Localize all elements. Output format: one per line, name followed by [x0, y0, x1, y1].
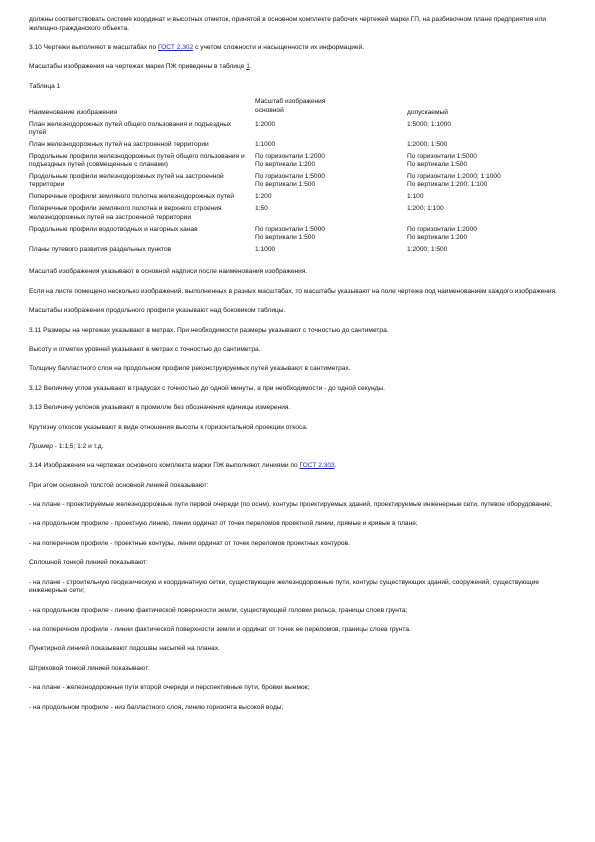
- clause-3-10-text: 3.10 Чертежи выполняют в масштабах по: [29, 43, 158, 51]
- row-allowed-scale-cell: По горизонтали 1:5000 По вертикали 1:500: [407, 152, 477, 169]
- table-header-row-1: [29, 98, 574, 106]
- gost-2-303-link[interactable]: ГОСТ 2.303: [299, 462, 335, 470]
- row-name-cell: Продольные профили железнодорожных путей общего пользования и подъездных путей (совмещенные с планами): [29, 152, 245, 169]
- scales-paragraph: [29, 63, 574, 72]
- row-name-cell: Продольные профили железнодорожных путей на застроенной территории: [29, 173, 224, 189]
- header-allowed: допускаемый: [407, 108, 448, 116]
- row-main-scale-cell: По горизонтали 1:5000 По вертикали 1:500: [255, 225, 325, 241]
- solid-thick-heading: При этом основной толстой основной линией показывают:: [29, 481, 209, 489]
- dotted-line-paragraph: Пунктирной линией показывают подошвы насыпей на планах.: [29, 645, 220, 653]
- example-paragraph: [29, 443, 574, 452]
- table-row: [29, 246, 574, 258]
- clause-3-14: [29, 462, 574, 471]
- example-text: - 1:1,5; 1:2 и т.д.: [52, 442, 104, 450]
- row-main-scale-cell: 1:1000: [255, 140, 276, 148]
- table-row: [29, 121, 574, 141]
- clause-3-11-ballast: Толщину балластного слоя на продольном профиле реконструируемых путей указывают в сантиметрах.: [29, 365, 351, 373]
- row-main-scale-cell: 1:200: [255, 193, 272, 201]
- clause-3-13: 3.13 Величину уклонов указывают в промилле без обозначения единицы измерения.: [29, 404, 291, 412]
- dashed-thin-item-profile: - на продольном профиле - низ балластного слоя, линию горизонта высокой воды;: [29, 703, 284, 711]
- table-row: [29, 141, 574, 153]
- solid-thick-item-plan: - на плане - проектируемые железнодорожные пути первой очереди (по оснм), контуры проектируемых зданий, проектируемые инженерные сети, путевое оборудование;: [29, 501, 552, 509]
- clause-3-11-heights: Высоту и отметки уровней указывают в метрах с точностью до сантиметра.: [29, 345, 261, 353]
- scales-text: Масштабы изображения на чертежах марки ПЖ приведены в таблице: [29, 63, 247, 71]
- header-scale-group: Масштаб изображения: [255, 98, 326, 106]
- row-allowed-scale-cell: 1:2000; 1:500: [407, 245, 448, 253]
- solid-thin-heading: Сплошной тонкой линией показывают:: [29, 559, 148, 567]
- table-row: [29, 205, 574, 225]
- solid-thick-item-profile: - на продольном профиле - проектную линию, линии ординат от точек переломов проектной линии, прямые и кривые в плане;: [29, 520, 418, 528]
- header-name: Наименование изображения: [29, 108, 117, 116]
- solid-thin-item-cross: - на поперечном профиле - линии фактической поверхности земли и ординат от точек ее переломов, границы слоев грунта.: [29, 626, 411, 633]
- after-table-3: Масштабы изображения продольного профиля указывают над боковиком таблицы.: [29, 307, 286, 315]
- after-table-1: Масштаб изображения указывают в основной надписи после наименования изображения.: [29, 268, 308, 276]
- dashed-thin-heading: Штриховой тонкой линией показывают:: [29, 664, 150, 672]
- clause-3-10: [29, 44, 574, 53]
- dashed-thin-item-plan: - на плане - железнодорожные пути второй очереди и перспективные пути, бровки выемок;: [29, 684, 310, 692]
- solid-thick-item-cross: - на поперечном профиле - проектные контуры, линии ординат от точек переломов проектных контуров.: [29, 539, 350, 547]
- row-name-cell: План железнодорожных путей на застроенной территории: [29, 140, 209, 148]
- row-name-cell: Продольные профили водоотводных и нагорных канав: [29, 225, 198, 233]
- table-row: [29, 153, 574, 173]
- intro-paragraph: должны соответствовать системе координат и высотных отметок, принятой в основном комплекте рабочих чертежей марки ГП, на разбивочном плане предприятия или жилищно-гражданского объекта.: [29, 16, 547, 32]
- solid-thin-item-profile: - на продольном профиле - линию фактической поверхности земли, существующей головки рельса, границы слоев грунта;: [29, 606, 408, 614]
- solid-thin-item-plan: - на плане - строительную геодезическую и координатную сетки, существующие железнодорожные пути, контуры существующих зданий, сооружений, существующие инженерные сети;: [29, 578, 540, 595]
- table-1-link[interactable]: 1: [246, 63, 250, 71]
- row-name-cell: Поперечные профили земляного полотна и верхнего строения железнодорожных путей на застроенной территории: [29, 205, 222, 221]
- gost-2-302-link[interactable]: ГОСТ 2.302: [158, 43, 194, 51]
- row-main-scale-cell: По горизонтали 1:2000 По вертикали 1:200: [255, 152, 325, 169]
- clause-3-13-slopes: Крутизну откосов указывают в виде отношения высоты к горизонтальной проекции откоса.: [29, 423, 308, 431]
- row-name-cell: Планы путевого развития раздельных пунктов: [29, 245, 172, 253]
- row-name-cell: План железнодорожных путей общего пользования и подъездных путей: [29, 120, 232, 136]
- row-main-scale-cell: По горизонтали 1:5000 По вертикали 1:500: [255, 173, 325, 189]
- table-row: [29, 173, 574, 193]
- scales-table: [29, 98, 574, 257]
- row-name-cell: Поперечные профили земляного полотна железнодорожных путей: [29, 193, 235, 201]
- header-main: основной: [255, 106, 284, 114]
- table-row: [29, 193, 574, 205]
- row-allowed-scale-cell: 1:2000; 1:500: [407, 140, 448, 148]
- clause-3-11: 3.11 Размеры на чертежах указывают в метрах. При необходимости размеры указывают с точностью до сантиметра.: [29, 326, 389, 334]
- clause-3-14-text-end: .: [334, 462, 337, 470]
- document-page: [29, 16, 574, 723]
- after-table-2: Если на листе помещено несколько изображений, выполненных в разных масштабах, то масштабы указывают на поле чертежа под наименованием каждого изображения.: [29, 287, 558, 295]
- row-allowed-scale-cell: 1:200; 1:100: [407, 205, 444, 213]
- row-allowed-scale-cell: По горизонтали 1:2000 По вертикали 1:200: [407, 225, 477, 241]
- row-main-scale-cell: 1:1000: [255, 245, 276, 253]
- row-main-scale-cell: 1:50: [255, 205, 268, 213]
- clause-3-14-text: 3.14 Изображения на чертежах основного комплекта марки ПЖ выполняют линиями по: [29, 462, 300, 470]
- row-allowed-scale-cell: 1:100: [407, 193, 424, 201]
- table-caption: Таблица 1: [29, 82, 61, 90]
- row-allowed-scale-cell: 1:5000; 1:1000: [407, 120, 451, 128]
- clause-3-12: 3.12 Величину углов указывают в градусах с точностью до одной минуты, а при необходимости - до одной секунды.: [29, 384, 386, 392]
- row-main-scale-cell: 1:2000: [255, 120, 276, 128]
- clause-3-10-text-end: с учетом сложности и насыщенности их информацией.: [193, 43, 365, 51]
- example-label: Пример: [29, 442, 53, 450]
- table-row: [29, 226, 574, 246]
- scales-text-end: .: [249, 63, 252, 71]
- row-allowed-scale-cell: По горизонтали 1:2000; 1:1000 По вертикали 1:200; 1:100: [407, 173, 501, 189]
